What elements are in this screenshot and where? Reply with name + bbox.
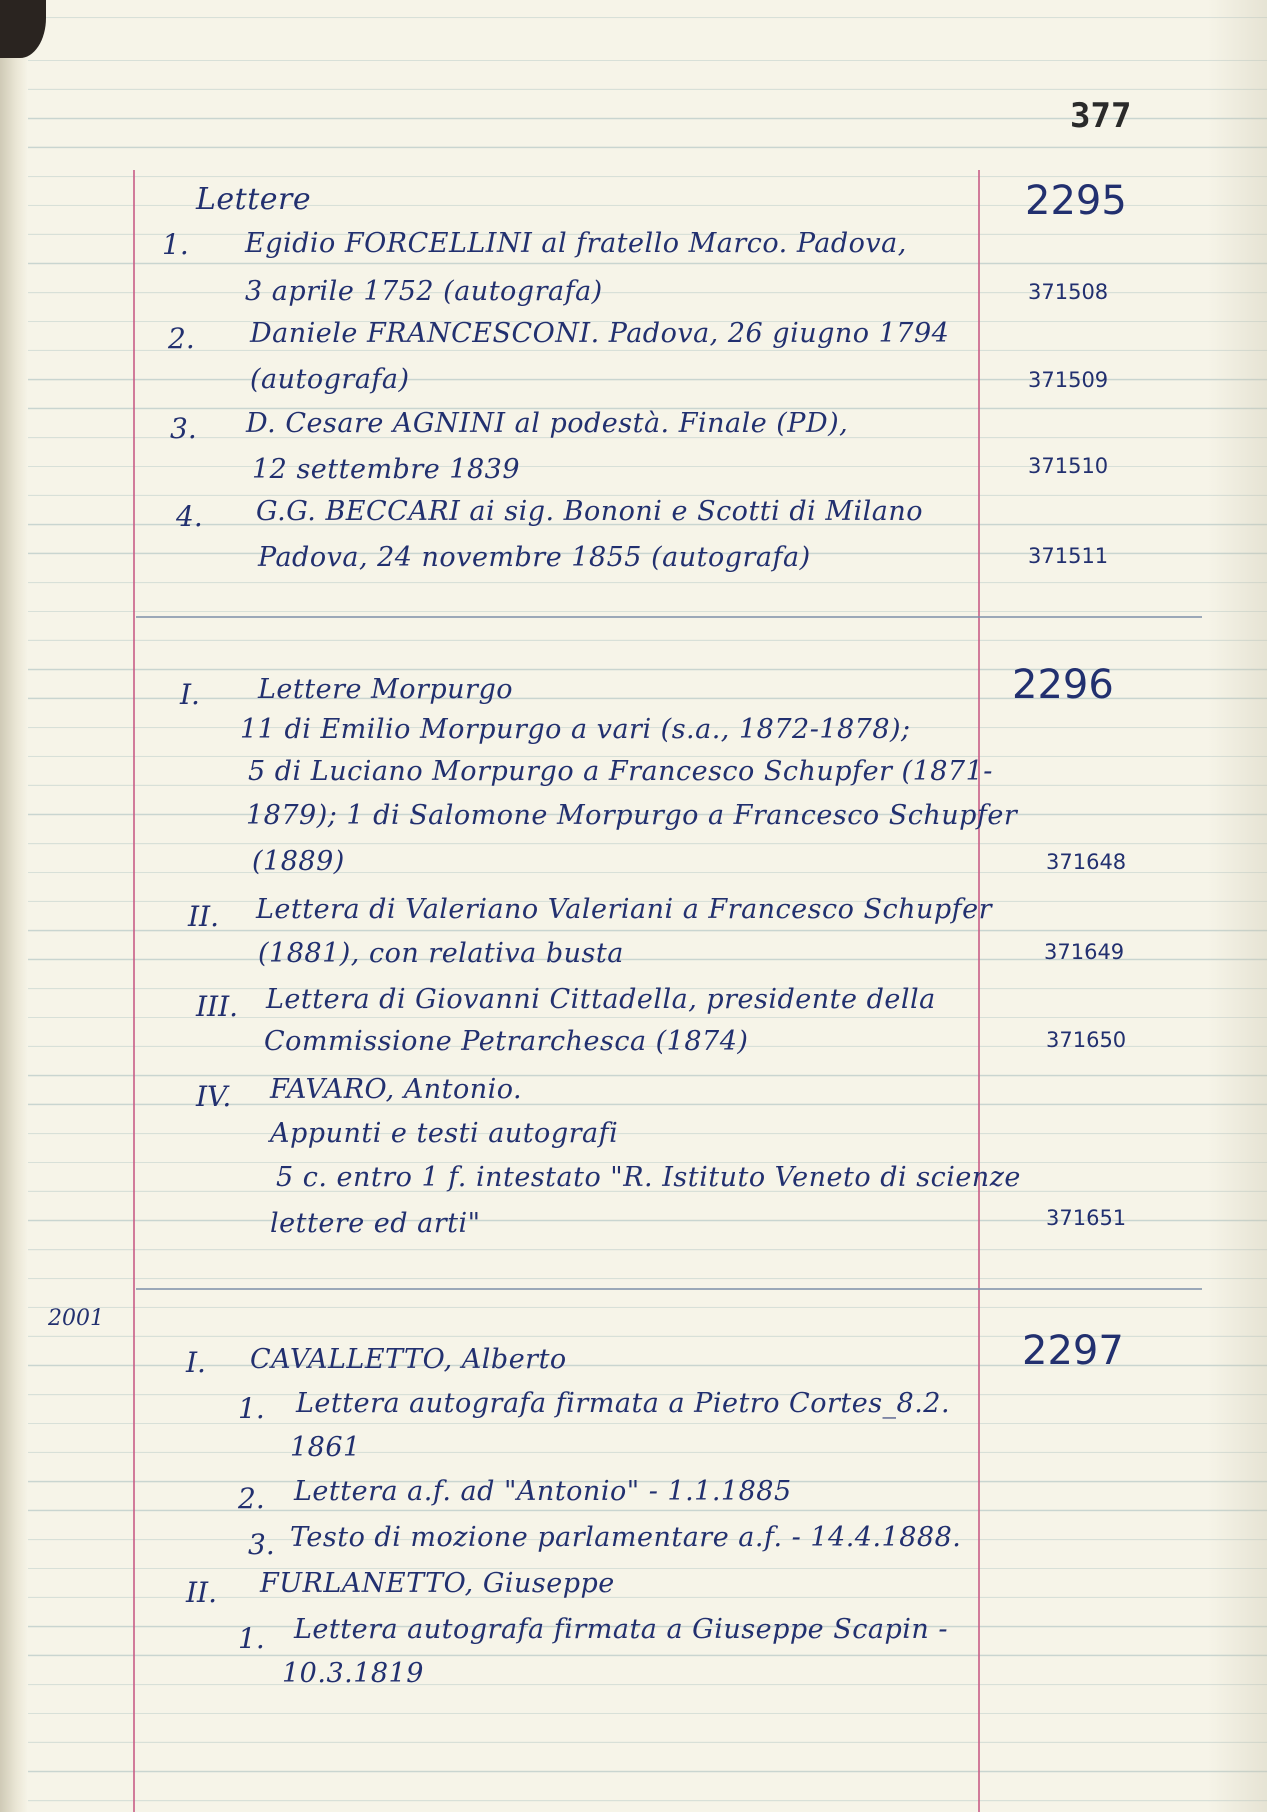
item-marker: 3. bbox=[248, 1528, 275, 1561]
entry-line: (1889) bbox=[252, 846, 345, 877]
left-margin-rule bbox=[133, 170, 135, 1812]
entry-line: FURLANETTO, Giuseppe bbox=[260, 1568, 615, 1599]
entry-line: Lettera a.f. ad "Antonio" - 1.1.1885 bbox=[294, 1476, 792, 1507]
item-marker: I. bbox=[186, 1346, 206, 1379]
entry-line: 11 di Emilio Morpurgo a vari (s.a., 1872-1878); bbox=[240, 714, 911, 745]
item-marker: I. bbox=[180, 678, 200, 711]
inventory-number: 371648 bbox=[1046, 850, 1127, 874]
page-right-shade bbox=[1207, 0, 1267, 1812]
entry-line: 1879); 1 di Salomone Morpurgo a Francesco Schupfer bbox=[246, 800, 1018, 831]
item-marker: III. bbox=[196, 990, 239, 1023]
page-number: 377 bbox=[1070, 96, 1132, 136]
section-separator bbox=[136, 1288, 1202, 1290]
entry-line: 10.3.1819 bbox=[282, 1658, 424, 1689]
inventory-number: 371650 bbox=[1046, 1028, 1127, 1052]
entry-line: Testo di mozione parlamentare a.f. - 14.4.1888. bbox=[290, 1522, 962, 1553]
item-marker: 1. bbox=[238, 1392, 265, 1425]
inventory-number: 371508 bbox=[1028, 280, 1109, 304]
entry-line: G.G. BECCARI ai sig. Bononi e Scotti di Milano bbox=[256, 496, 924, 527]
entry-line: Lettera autografa firmata a Pietro Cortes_8.2. bbox=[296, 1388, 951, 1419]
ms-number-2295: 2295 bbox=[1025, 178, 1127, 224]
entry-line: Egidio FORCELLINI al fratello Marco. Padova, bbox=[245, 228, 907, 259]
entry-line: (autografa) bbox=[250, 364, 410, 395]
inventory-number: 371510 bbox=[1028, 454, 1109, 478]
entry-line: D. Cesare AGNINI al podestà. Finale (PD), bbox=[246, 408, 849, 439]
entry-line: Lettera autografa firmata a Giuseppe Scapin - bbox=[294, 1614, 948, 1645]
ms-number-2296: 2296 bbox=[1012, 662, 1114, 708]
inventory-number: 371509 bbox=[1028, 368, 1109, 392]
entry-line: 3 aprile 1752 (autografa) bbox=[245, 276, 603, 307]
item-marker: 2. bbox=[168, 322, 195, 355]
entry-line: CAVALLETTO, Alberto bbox=[250, 1344, 567, 1375]
entry-line: Daniele FRANCESCONI. Padova, 26 giugno 1794 bbox=[250, 318, 950, 349]
entry-line: Appunti e testi autografi bbox=[270, 1118, 619, 1149]
item-marker: 1. bbox=[162, 228, 189, 261]
entry-line: Commissione Petrarchesca (1874) bbox=[264, 1026, 749, 1057]
entry-line: lettere ed arti" bbox=[270, 1208, 481, 1239]
ms-number-2297: 2297 bbox=[1022, 1328, 1124, 1374]
entry-line: (1881), con relativa busta bbox=[258, 938, 624, 969]
item-marker: 4. bbox=[176, 500, 203, 533]
inventory-number: 371651 bbox=[1046, 1206, 1127, 1230]
entry-line: Lettera di Valeriano Valeriani a Francesco Schupfer bbox=[256, 894, 993, 925]
entry-line: 5 di Luciano Morpurgo a Francesco Schupfer (1871- bbox=[248, 756, 993, 787]
inventory-number: 371649 bbox=[1044, 940, 1125, 964]
item-marker: 2. bbox=[238, 1482, 265, 1515]
entry-line: FAVARO, Antonio. bbox=[270, 1074, 523, 1105]
section-heading: Lettere bbox=[196, 182, 312, 217]
section-separator bbox=[136, 616, 1202, 618]
item-marker: IV. bbox=[196, 1080, 232, 1113]
inventory-number: 371511 bbox=[1028, 544, 1109, 568]
item-marker: II. bbox=[188, 900, 220, 933]
item-marker: II. bbox=[186, 1576, 218, 1609]
entry-line: Lettera di Giovanni Cittadella, presidente della bbox=[266, 984, 936, 1015]
page-binding-edge bbox=[0, 0, 28, 1812]
item-marker: 3. bbox=[170, 412, 197, 445]
entry-line: 5 c. entro 1 f. intestato "R. Istituto Veneto di scienze bbox=[276, 1162, 1021, 1193]
entry-line: Padova, 24 novembre 1855 (autografa) bbox=[258, 542, 811, 573]
item-marker: 1. bbox=[238, 1622, 265, 1655]
right-margin-rule bbox=[978, 170, 980, 1812]
margin-note: 2001 bbox=[48, 1306, 104, 1331]
entry-line: Lettere Morpurgo bbox=[258, 674, 513, 705]
entry-line: 12 settembre 1839 bbox=[252, 454, 521, 485]
entry-line: 1861 bbox=[290, 1432, 361, 1463]
